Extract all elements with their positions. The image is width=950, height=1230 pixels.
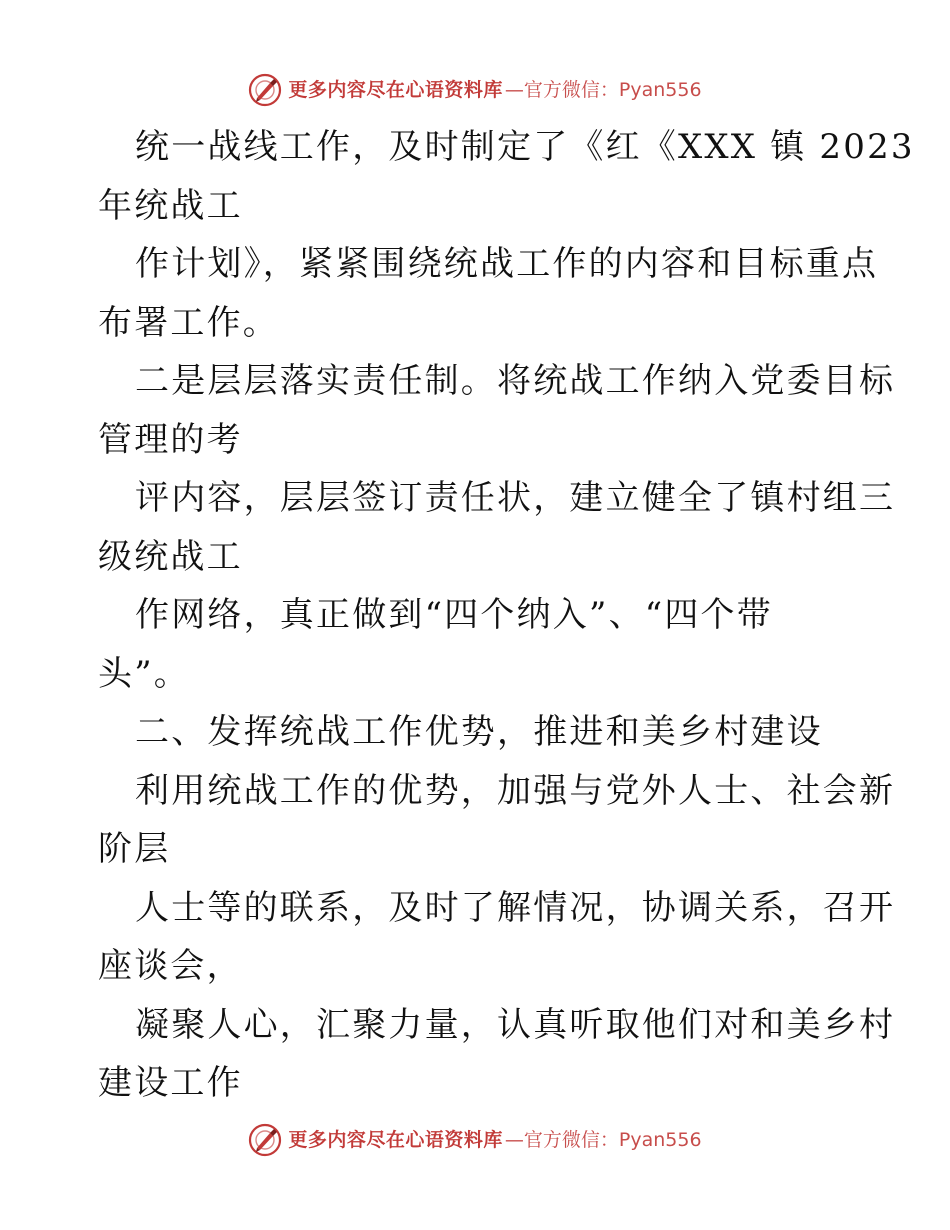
watermark-wechat-text: —官方微信：Pyan556	[504, 1128, 702, 1151]
paragraph-line: 布署工作。	[98, 302, 279, 343]
paragraph-line: 凝聚人心，汇聚力量，认真听取他们对和美乡村	[135, 1004, 896, 1045]
watermark-text	[288, 1128, 702, 1151]
paragraph-line: 评内容，层层签订责任状，建立健全了镇村组三	[135, 478, 896, 518]
footer-watermark	[0, 1120, 950, 1160]
paragraph-line: 级统战工	[98, 536, 243, 577]
section-heading: 二、发挥统战工作优势，推进和美乡村建设	[135, 712, 823, 752]
watermark-main-text: 更多内容尽在心语资料库	[288, 78, 503, 101]
paragraph-line: 作计划》，紧紧围绕统战工作的内容和目标重点	[135, 244, 879, 284]
paragraph-line: 统一战线工作，及时制定了《红《XXX 镇 2023	[135, 127, 915, 167]
paragraph-line: 管理的考	[98, 419, 243, 460]
watermark-wechat-text: —官方微信：Pyan556	[504, 78, 702, 101]
paragraph-line: 利用统战工作的优势，加强与党外人士、社会新	[135, 770, 896, 811]
paragraph-line: 座谈会，	[98, 946, 243, 986]
header-watermark	[0, 70, 950, 110]
paragraph-line: 作网络，真正做到“四个纳入”、“四个带	[135, 595, 773, 635]
watermark-text	[288, 78, 702, 101]
paragraph-line: 二是层层落实责任制。将统战工作纳入党委目标	[135, 361, 896, 401]
pen-logo-icon	[248, 73, 282, 107]
pen-logo-icon	[248, 1123, 282, 1157]
document-body	[98, 118, 915, 1113]
paragraph-line: 人士等的联系，及时了解情况，协调关系，召开	[135, 887, 896, 928]
paragraph-line: 建设工作	[98, 1063, 243, 1103]
paragraph-line: 头”。	[98, 653, 190, 694]
paragraph-line: 阶层	[98, 829, 171, 869]
paragraph-line: 年统战工	[98, 185, 243, 226]
watermark-main-text: 更多内容尽在心语资料库	[288, 1128, 503, 1151]
